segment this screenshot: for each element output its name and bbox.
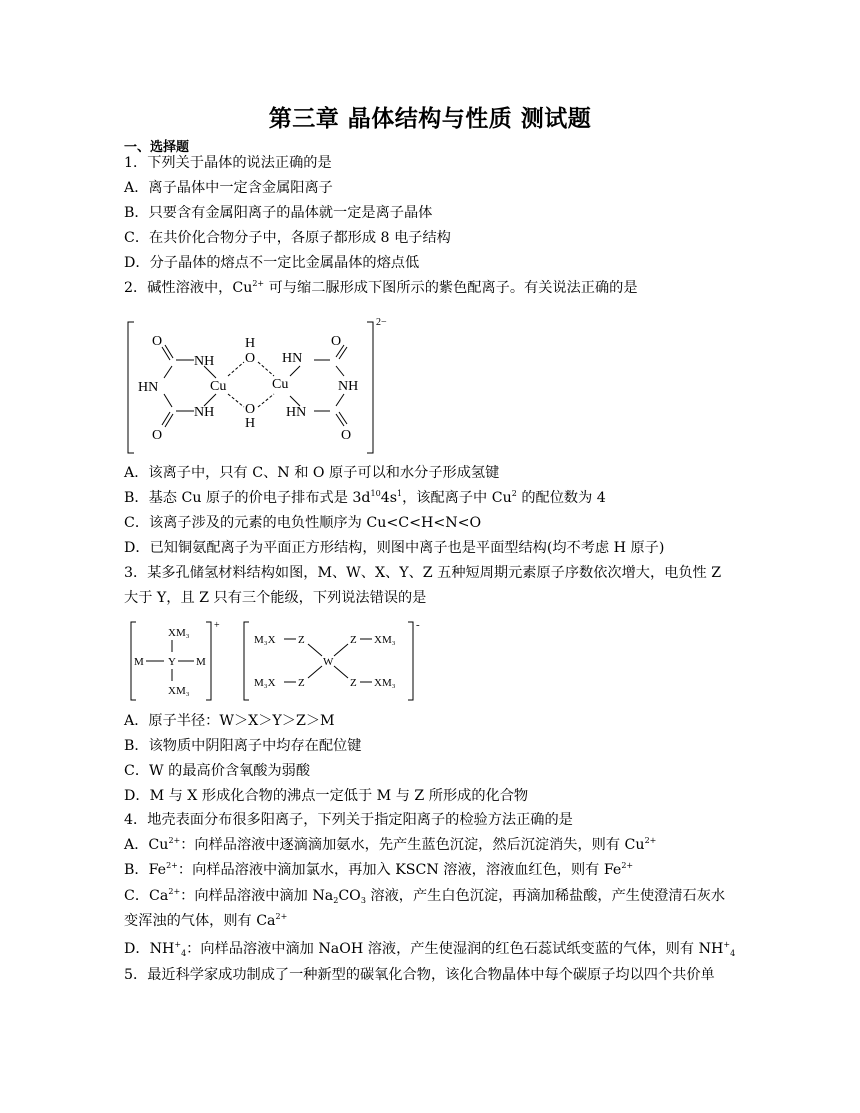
q2-option-d: D．已知铜氨配离子为平面正方形结构，则图中离子也是平面型结构(均不考虑 H 原子) bbox=[124, 540, 665, 556]
atom-nh: NH bbox=[194, 354, 215, 369]
label-m3x: M₃X bbox=[254, 634, 276, 646]
q4-option-c: C．$Ca^{2+}$：向样品溶液中滴加 $Na_2CO_3$ 溶液，产生白色沉淀，再滴加稀盐酸，产生使澄清石灰水 bbox=[124, 887, 726, 905]
q3-option-a: A．原子半径：W＞X＞Y＞Z＞M bbox=[124, 713, 335, 729]
atom-hn: HN bbox=[138, 380, 159, 395]
cation-charge: + bbox=[214, 620, 220, 631]
atom-h: H bbox=[245, 416, 256, 431]
q2-stem: 2．碱性溶液中，$Cu^{2+}$ 可与缩二脲形成下图所示的紫色配离子。有关说法正确的是 bbox=[124, 279, 638, 296]
q1-option-d: D．分子晶体的熔点不一定比金属晶体的熔点低 bbox=[124, 255, 420, 271]
label-z: Z bbox=[350, 677, 357, 689]
atom-h: H bbox=[245, 336, 256, 351]
atom-cu: Cu bbox=[272, 377, 289, 392]
atom-cu: Cu bbox=[210, 379, 227, 394]
label-z: Z bbox=[298, 677, 305, 689]
atom-hn: HN bbox=[282, 351, 303, 366]
atom-o: O bbox=[341, 428, 352, 443]
q1-option-c: C．在共价化合物分子中，各原子都形成 8 电子结构 bbox=[124, 230, 451, 246]
q4-option-b: B．$Fe^{2+}$：向样品溶液中滴加氯水，再加入 KSCN 溶液，溶液血红色，则有 $Fe^{2+}$ bbox=[124, 861, 634, 878]
label-m: M bbox=[196, 656, 206, 668]
atom-o: O bbox=[245, 402, 256, 417]
q1-stem: 1．下列关于晶体的说法正确的是 bbox=[124, 155, 332, 171]
label-z: Z bbox=[350, 634, 357, 646]
label-w: W bbox=[323, 656, 334, 668]
page-title: 第三章 晶体结构与性质 测试题 bbox=[268, 106, 592, 132]
label-m: M bbox=[134, 656, 144, 668]
q3-stem-line1: 3．某多孔储氢材料结构如图，M、W、X、Y、Z 五种短周期元素原子序数依次增大，电负性 Z bbox=[124, 565, 722, 581]
q4-option-a: A．$Cu^{2+}$：向样品溶液中逐滴滴加氨水，先产生蓝色沉淀，然后沉淀消失，则有 $Cu^{2+}$ bbox=[124, 836, 657, 853]
atom-o: O bbox=[152, 428, 163, 443]
anion-charge: - bbox=[416, 619, 420, 631]
q2-option-b: B．基态 Cu 原子的价电子排布式是 $3d^{10}4s^1$，该配离子中 Cu$^2$ 的配位数为 4 bbox=[124, 489, 606, 506]
q5-stem: 5．最近科学家成功制成了一种新型的碳氧化合物，该化合物晶体中每个碳原子均以四个共价单 bbox=[124, 967, 715, 983]
q3-stem-line2: 大于 Y，且 Z 只有三个能级，下列说法错误的是 bbox=[124, 590, 427, 606]
atom-o: O bbox=[152, 334, 163, 349]
atom-nh: NH bbox=[194, 405, 215, 420]
q2-option-c: C．该离子涉及的元素的电负性顺序为 Cu<C<H<N<O bbox=[124, 515, 482, 531]
label-z: Z bbox=[298, 634, 305, 646]
charge-label: 2− bbox=[376, 317, 387, 328]
q4-option-c-cont: 变浑浊的气体，则有 $Ca^{2+}$ bbox=[124, 912, 288, 929]
q2-complex-figure bbox=[124, 310, 404, 460]
q2-option-a: A．该离子中，只有 C、N 和 O 原子可以和水分子形成氢键 bbox=[124, 465, 500, 481]
q1-option-b: B．只要含有金属阳离子的晶体就一定是离子晶体 bbox=[124, 205, 433, 221]
label-xm3: XM₃ bbox=[168, 685, 190, 697]
q3-option-d: D．M 与 X 形成化合物的沸点一定低于 M 与 Z 所形成的化合物 bbox=[124, 788, 529, 804]
q3-option-b: B．该物质中阴阳离子中均存在配位键 bbox=[124, 738, 362, 754]
q4-option-d: D．$NH^+_4$：向样品溶液中滴加 NaOH 溶液，产生使湿润的红色石蕊试纸变蓝的气体，则有 $NH^+_4$ bbox=[124, 940, 736, 958]
atom-hn: HN bbox=[286, 405, 307, 420]
label-m3x: M₃X bbox=[254, 677, 276, 689]
label-xm3: XM₃ bbox=[374, 634, 396, 646]
label-xm3: XM₃ bbox=[168, 627, 190, 639]
atom-nh: NH bbox=[338, 379, 359, 394]
q1-option-a: A．离子晶体中一定含金属阳离子 bbox=[124, 180, 333, 196]
section-heading: 一、选择题 bbox=[124, 140, 190, 155]
label-xm3: XM₃ bbox=[374, 677, 396, 689]
atom-o: O bbox=[331, 334, 342, 349]
atom-o: O bbox=[245, 351, 256, 366]
q4-stem: 4．地壳表面分布很多阳离子，下列关于指定阳离子的检验方法正确的是 bbox=[124, 812, 573, 828]
q3-structure-figure bbox=[124, 616, 424, 708]
label-y: Y bbox=[168, 656, 176, 668]
q3-option-c: C．W 的最高价含氧酸为弱酸 bbox=[124, 763, 311, 779]
